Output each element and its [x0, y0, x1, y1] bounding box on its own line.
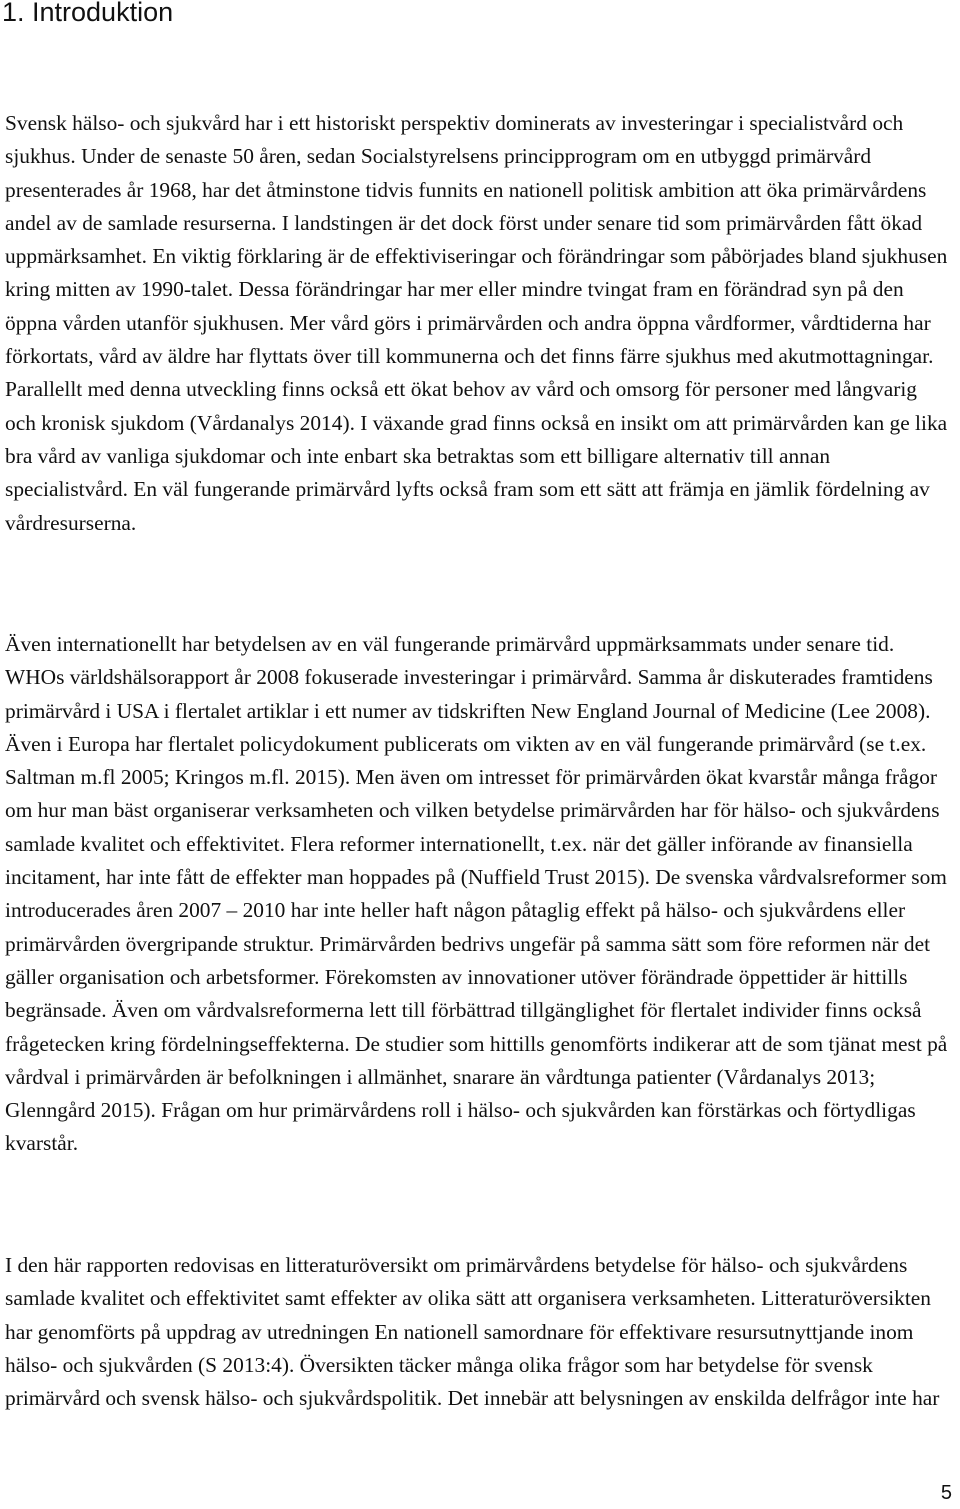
- paragraph-1: Svensk hälso- och sjukvård har i ett historiskt perspektiv dominerats av investeringar i specialistvård och sjukhus. Under de senaste 50 åren, sedan Socialstyrelsens principprogram om en utbyggd primärvård presenterades år 1968, har det åtminstone tidvis funnits en nationell politisk ambition att öka primärvårdens andel av de samlade resurserna. I landstingen är det dock först under senare tid som primärvården fått ökad uppmärksamhet. En viktig förklaring är de effektiviseringar och förändringar som påbörjades bland sjukhusen kring mitten av 1990-talet. Dessa förändringar har mer eller mindre tvingat fram en förändrad syn på den öppna vården utanför sjukhusen. Mer vård görs i primärvården och andra öppna vårdformer, vårdtiderna har förkortats, vård av äldre har flyttats över till kommunerna och det finns färre sjukhus med akutmottagningar. Parallellt med denna utveckling finns också ett ökat behov av vård och omsorg för personer med långvarig och kronisk sjukdom (Vårdanalys 2014). I växande grad finns också en insikt om att primärvården kan ge lika bra vård av vanliga sjukdomar och inte enbart ska betraktas som ett billigare alternativ till annan specialistvård. En väl fungerande primärvård lyfts också fram som ett sätt att främja en jämlik fördelning av vårdresurserna.: [5, 111, 948, 535]
- page-number: 5: [940, 1482, 952, 1504]
- paragraph-2: Även internationellt har betydelsen av en väl fungerande primärvård uppmärksammats under senare tid. WHOs världshälsorapport år 2008 fokuserade investeringar i primärvård. Samma år diskuterades framtidens primärvård i USA i flertalet artiklar i ett numer av tidskriften New England Journal of Medicine (Lee 2008). Även i Europa har flertalet policydokument publicerats om vikten av en väl fungerande primärvård (se t.ex. Saltman m.fl 2005; Kringos m.fl. 2015). Men även om intresset för primärvården ökat kvarstår många frågor om hur man bäst organiserar verksamheten och vilken betydelse primärvården har för hälso- och sjukvårdens samlade kvalitet och effektivitet. Flera reformer internationellt, t.ex. när det gäller införande av finansiella incitament, har inte fått de effekter man hoppades på (Nuffield Trust 2015). De svenska vårdvalsreformer som introducerades åren 2007 – 2010 har inte heller haft någon påtaglig effekt på hälso- och sjukvårdens eller primärvården övergripande struktur. Primärvården bedrivs ungefär på samma sätt som före reformen när det gäller organisation och arbetsformer. Förekomsten av innovationer utöver förändrade öppettider är hittills begränsade. Även om vårdvalsreformerna lett till förbättrad tillgänglighet för flertalet individer finns också frågetecken kring fördelningseffekterna. De studier som hittills genomförts indikerar att de som tjänat mest på vårdval i primärvården är befolkningen i allmänhet, snarare än vårdtunga patienter (Vårdanalys 2013; Glenngård 2015). Frågan om hur primärvårdens roll i hälso- och sjukvården kan förstärkas och förtydligas kvarstår.: [5, 632, 948, 1156]
- section-heading: 1. Introduktion: [2, 0, 174, 27]
- paragraph-3: I den här rapporten redovisas en litteraturöversikt om primärvårdens betydelse för hälso- och sjukvårdens samlade kvalitet och effektivitet samt effekter av olika sätt att organisera verksamheten. Litteraturöversikten har genomförts på uppdrag av utredningen En nationell samordnare för effektivare resursutnyttjande inom hälso- och sjukvården (S 2013:4). Översikten täcker många olika frågor som har betydelse för svensk primärvård och svensk hälso- och sjukvårdspolitik. Det innebär att belysningen av enskilda delfrågor inte har: [5, 1253, 940, 1411]
